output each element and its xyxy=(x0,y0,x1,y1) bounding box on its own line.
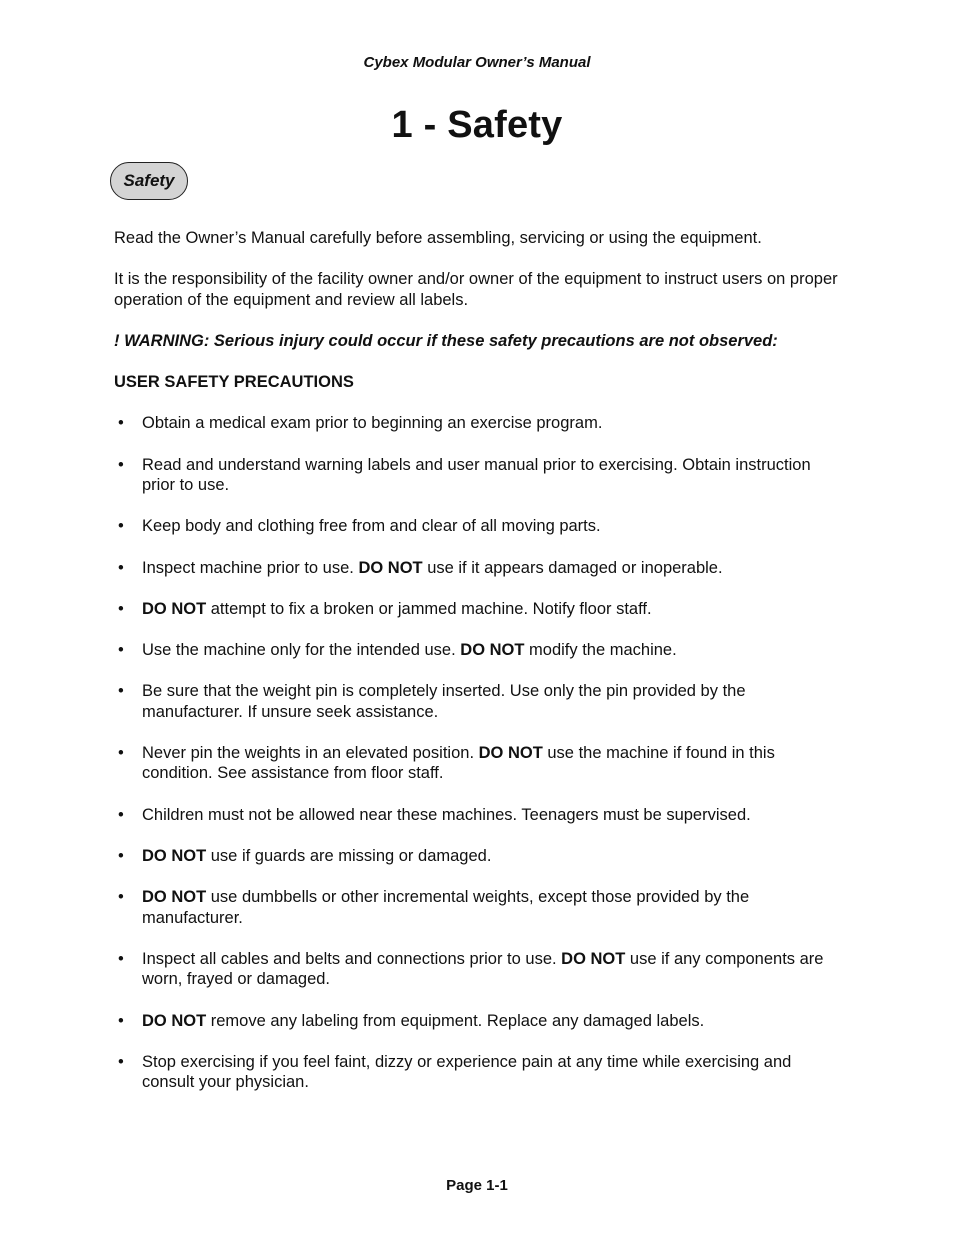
list-item-emphasis: DO NOT xyxy=(142,846,207,865)
list-item xyxy=(114,640,844,661)
list-item xyxy=(114,846,844,867)
list-item-text: Read and understand warning labels and user manual prior to exercising. Obtain instruction prior to use. xyxy=(142,455,811,495)
bullet-icon: • xyxy=(118,949,124,968)
main-content xyxy=(114,228,844,1114)
intro-paragraph-1: Read the Owner’s Manual carefully before assembling, servicing or using the equipment. xyxy=(114,229,762,247)
bullet-icon: • xyxy=(118,1011,124,1030)
list-item-text: use if guards are missing or damaged. xyxy=(206,846,492,865)
list-item-text: Inspect machine prior to use. xyxy=(142,558,359,577)
list-item xyxy=(114,599,844,620)
list-item-emphasis: DO NOT xyxy=(478,743,543,762)
list-item-text: Stop exercising if you feel faint, dizzy or experience pain at any time while exercising and consult your physician. xyxy=(142,1052,792,1092)
list-item-text: Obtain a medical exam prior to beginning an exercise program. xyxy=(142,414,603,433)
bullet-icon: • xyxy=(118,455,124,474)
section-badge xyxy=(110,162,188,200)
list-item-emphasis: DO NOT xyxy=(358,558,423,577)
bullet-icon: • xyxy=(118,743,124,762)
list-item xyxy=(114,743,844,784)
list-item-text: use if any components are worn, frayed or damaged. xyxy=(142,949,824,989)
safety-precautions-list xyxy=(114,413,844,1093)
list-item-text: Keep body and clothing free from and clear of all moving parts. xyxy=(142,517,601,536)
list-item-text: Use the machine only for the intended use. xyxy=(142,640,461,659)
list-item-text: remove any labeling from equipment. Replace any damaged labels. xyxy=(206,1011,705,1030)
list-item xyxy=(114,805,844,826)
list-item xyxy=(114,413,844,434)
list-item xyxy=(114,455,844,496)
bullet-icon: • xyxy=(118,517,124,536)
list-item xyxy=(114,516,844,537)
list-item xyxy=(114,949,844,990)
list-item-emphasis: DO NOT xyxy=(142,1011,207,1030)
page-number: Page 1-1 xyxy=(446,1177,508,1194)
list-item xyxy=(114,887,844,928)
list-item-text: Children must not be allowed near these machines. Teenagers must be supervised. xyxy=(142,805,751,824)
bullet-icon: • xyxy=(118,805,124,824)
intro-paragraph-2: It is the responsibility of the facility owner and/or owner of the equipment to instruct users on proper operation of the equipment and review all labels. xyxy=(114,270,838,309)
bullet-icon: • xyxy=(118,640,124,659)
running-header: Cybex Modular Owner’s Manual xyxy=(363,54,591,71)
section-heading: USER SAFETY PRECAUTIONS xyxy=(114,373,354,392)
bullet-icon: • xyxy=(118,846,124,865)
page-title: 1 - Safety xyxy=(391,104,563,146)
list-item xyxy=(114,1011,844,1032)
list-item-text: use dumbbells or other incremental weights, except those provided by the manufacturer. xyxy=(142,888,750,927)
list-item-text: use if it appears damaged or inoperable. xyxy=(422,558,723,577)
list-item-text: attempt to fix a broken or jammed machine. Notify floor staff. xyxy=(206,599,652,618)
bullet-icon: • xyxy=(118,682,124,701)
bullet-icon: • xyxy=(118,599,124,618)
list-item xyxy=(114,1052,844,1093)
bullet-icon: • xyxy=(118,558,124,577)
list-item-text: use the machine if found in this condition. See assistance from floor staff. xyxy=(142,743,775,783)
list-item xyxy=(114,558,844,579)
bullet-icon: • xyxy=(118,1052,124,1071)
list-item-emphasis: DO NOT xyxy=(561,949,626,968)
list-item-text: Never pin the weights in an elevated position. xyxy=(142,743,479,762)
list-item-emphasis: DO NOT xyxy=(460,640,525,659)
bullet-icon: • xyxy=(118,414,124,433)
list-item-text: Be sure that the weight pin is completely inserted. Use only the pin provided by the manufacturer. If unsure seek assistance. xyxy=(142,682,746,721)
warning-text: ! WARNING: Serious injury could occur if these safety precautions are not observed: xyxy=(114,331,778,350)
list-item-emphasis: DO NOT xyxy=(142,888,207,906)
section-badge-label: Safety xyxy=(123,171,175,190)
list-item-text: modify the machine. xyxy=(524,640,677,659)
list-item-text: Inspect all cables and belts and connections prior to use. xyxy=(142,949,562,968)
list-item-emphasis: DO NOT xyxy=(142,599,207,618)
list-item xyxy=(114,681,844,722)
bullet-icon: • xyxy=(118,888,124,906)
